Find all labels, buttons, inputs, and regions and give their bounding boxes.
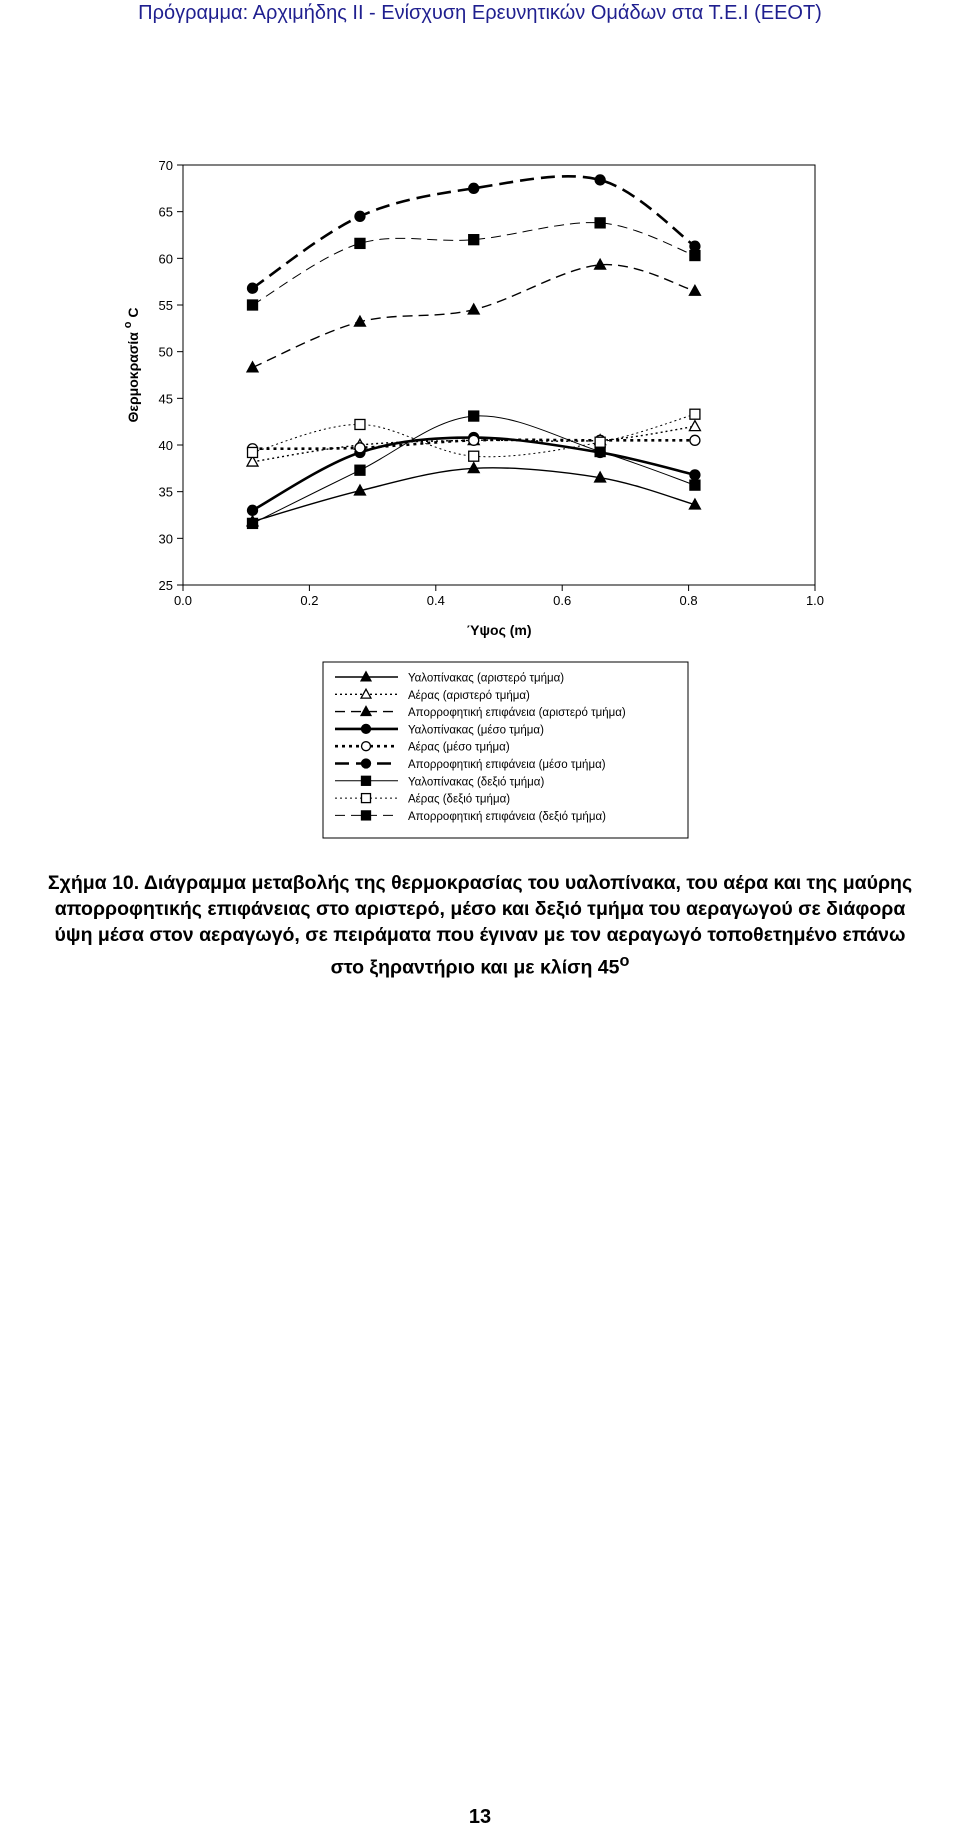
series-point — [355, 238, 365, 248]
legend-label: Υαλοπίνακας (μέσο τμήμα) — [408, 724, 544, 737]
x-tick-label: 0.2 — [300, 593, 319, 608]
series-point — [595, 447, 605, 457]
series-line — [253, 438, 695, 511]
series-point — [469, 235, 479, 245]
y-axis-label-unit: C — [125, 307, 141, 322]
series-point — [595, 218, 605, 228]
series-point — [248, 300, 258, 310]
legend-label: Αέρας (δεξιό τμήμα) — [408, 793, 511, 806]
series-point — [468, 304, 479, 314]
series-point — [469, 411, 479, 421]
caption-line: ύψη μέσα στον αεραγωγό, σε πειράματα που έγιναν με τον αεραγωγό τοποθετημένο επάνω — [54, 924, 906, 946]
chart-svg — [100, 150, 840, 850]
caption-line: απορροφητικής επιφάνειας στο αριστερό, μέσο και δεξιό τμήμα του αεραγωγού σε διάφορα — [54, 898, 906, 920]
y-tick-label: 35 — [158, 484, 173, 500]
y-tick-label: 25 — [158, 578, 173, 593]
x-tick-label: 0.6 — [553, 593, 572, 608]
y-tick-label: 40 — [158, 438, 173, 453]
legend-marker — [362, 759, 371, 768]
y-axis-label-text: Θερμοκρασία — [125, 328, 141, 423]
series-point — [248, 283, 258, 293]
y-tick-label: 45 — [158, 391, 173, 407]
series-point — [690, 470, 700, 480]
legend-marker — [362, 776, 371, 785]
x-axis-label: Ύψος (m) — [466, 622, 532, 638]
series-point — [469, 183, 479, 193]
legend-label: Αέρας (μέσο τμήμα) — [408, 741, 510, 754]
series-line — [253, 265, 695, 368]
series-point — [689, 285, 700, 295]
plot-frame — [183, 165, 815, 585]
figure-caption — [0, 870, 960, 981]
series-point — [247, 362, 258, 372]
series-point — [248, 505, 258, 515]
legend-label: Απορροφητική επιφάνεια (αριστερό τμήμα) — [408, 707, 626, 720]
legend-marker — [362, 742, 371, 751]
series-point — [690, 409, 700, 419]
legend-marker — [362, 724, 371, 733]
legend-marker — [362, 794, 371, 803]
y-tick-label: 30 — [158, 531, 173, 547]
legend-marker — [362, 811, 371, 820]
series-point — [469, 451, 479, 461]
series-point — [690, 480, 700, 490]
legend-label: Υαλοπίνακας (αριστερό τμήμα) — [408, 672, 565, 685]
y-tick-label: 70 — [158, 158, 173, 173]
series-point — [248, 447, 258, 457]
series-line — [253, 468, 695, 522]
series-point — [355, 211, 365, 221]
y-axis-label-superscript: o — [122, 321, 134, 329]
y-tick-label: 50 — [158, 344, 173, 360]
series-point — [595, 437, 605, 447]
legend-label: Αέρας (αριστερό τμήμα) — [408, 689, 530, 702]
page-header: Πρόγραμμα: Αρχιμήδης ΙΙ - Ενίσχυση Ερευνητικών Ομάδων στα Τ.Ε.Ι (ΕΕΟΤ) — [138, 2, 822, 24]
series-point — [469, 435, 479, 445]
y-tick-label: 65 — [158, 204, 173, 220]
series-point — [690, 251, 700, 261]
page-number: 13 — [468, 1806, 492, 1828]
series-point — [689, 421, 700, 431]
legend-label: Υαλοπίνακας (δεξιό τμήμα) — [408, 776, 545, 789]
series-point — [248, 518, 258, 528]
caption-superscript: o — [619, 952, 630, 970]
x-tick-label: 0.8 — [679, 593, 698, 608]
x-tick-label: 0.0 — [173, 593, 193, 608]
series-point — [690, 241, 700, 251]
legend-label: Απορροφητική επιφάνεια (μέσο τμήμα) — [408, 759, 606, 771]
legend-label: Απορροφητική επιφάνεια (δεξιό τμήμα) — [408, 810, 606, 823]
x-tick-label: 1.0 — [805, 593, 825, 608]
caption-line: Σχήμα 10. Διάγραμμα μεταβολής της θερμοκρασίας του υαλοπίνακα, του αέρα και της μαύρης — [47, 872, 913, 894]
caption-line: στο ξηραντήριο και με κλίση 45 — [330, 956, 620, 979]
series-point — [355, 465, 365, 475]
series-point — [355, 443, 365, 453]
y-axis-label — [122, 307, 141, 422]
y-tick-label: 55 — [158, 298, 173, 313]
x-tick-label: 0.4 — [426, 593, 445, 608]
series-point — [355, 419, 365, 429]
series-point — [595, 175, 605, 185]
caption-line-last — [0, 948, 960, 981]
temperature-chart — [100, 150, 840, 850]
y-tick-label: 60 — [158, 251, 173, 267]
series-point — [690, 435, 700, 445]
